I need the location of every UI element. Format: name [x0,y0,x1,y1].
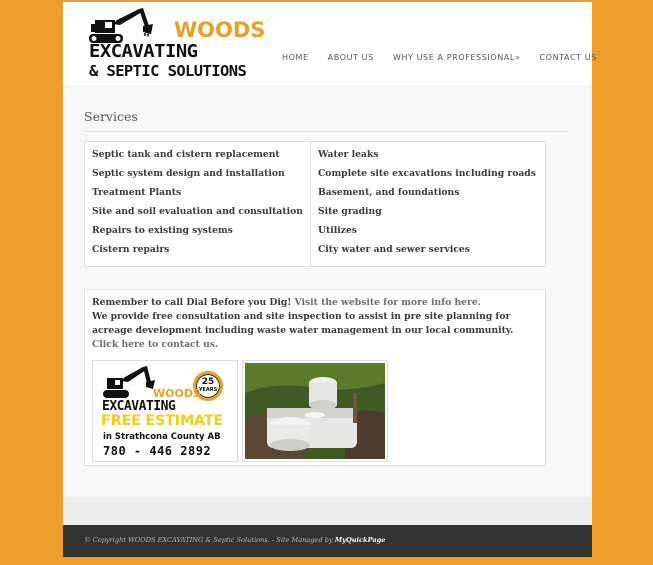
badge-number: 25 [201,377,215,387]
logo-excavating: EXCAVATING [89,41,198,62]
services-column-left [85,142,311,266]
service-item: City water and sewer services [318,244,470,255]
service-item: Water leaks [318,149,379,160]
septic-tank-photo [242,360,388,462]
dial-before-dig-link[interactable]: Visit the website for more info here. [294,297,481,308]
badge-word: YEARS [198,387,218,393]
nav-contact-us[interactable]: CONTACT US [539,53,597,62]
service-item: Septic tank and cistern replacement [92,149,280,160]
ad-free-estimate: FREE ESTIMATE [101,413,223,429]
main-nav [282,53,597,62]
footer-spacer [63,497,592,525]
nav-why-professional[interactable]: WHY USE A PROFESSIONAL» [392,53,521,62]
services-table [84,141,546,267]
page-title: Services [84,109,138,124]
service-item: Cistern repairs [92,244,170,255]
contact-us-link[interactable]: Click here to contact us. [92,339,219,350]
footer-copyright [84,536,385,544]
service-item: Site grading [318,206,382,217]
service-item: Site and soil evaluation and consultation [92,206,303,217]
page-container [63,2,597,557]
main-content [63,85,592,497]
logo-woods: WOODS [174,18,266,42]
services-column-right [311,142,545,266]
info-box [84,289,546,466]
service-item: Septic system design and installation [92,168,285,179]
nav-home[interactable]: HOME [282,53,309,62]
septic-tank-illustration [245,363,385,459]
excavator-icon [101,363,161,403]
service-item: Complete site excavations including roads [318,168,536,179]
site-header [63,2,597,85]
service-item: Basement, and foundations [318,187,460,198]
site-footer [63,525,592,557]
service-item: Utilizes [318,225,357,236]
nav-about-us[interactable]: ABOUT US [327,53,374,62]
dial-before-dig-paragraph [92,296,538,310]
service-item: Repairs to existing systems [92,225,233,236]
ad-phone: 780 - 446 2892 [103,444,212,458]
ad-woods: WOODS [153,387,201,400]
ad-excavating: EXCAVATING [102,399,176,414]
consultation-text: We provide free consultation and site inspection to assist in pre site planning for acreage development including waste water management in our local community. [92,311,514,336]
dial-before-dig-text: Remember to call Dial Before you Dig! [92,297,295,308]
excavator-icon [87,6,175,46]
service-item: Treatment Plants [92,187,182,198]
septic-tank-image [245,363,385,459]
consultation-paragraph [92,310,538,352]
ad-location: in Strathcona County AB [103,432,221,442]
free-estimate-ad [92,360,238,462]
footer-copyright-text: © Copyright WOODS EXCAVATING & Septic Solutions. - Site Managed by [84,536,335,544]
site-logo[interactable] [87,6,266,84]
title-divider [84,131,568,132]
footer-myquickpage-link[interactable]: MyQuickPage [334,536,386,544]
logo-septic: & SEPTIC SOLUTIONS [89,62,247,80]
